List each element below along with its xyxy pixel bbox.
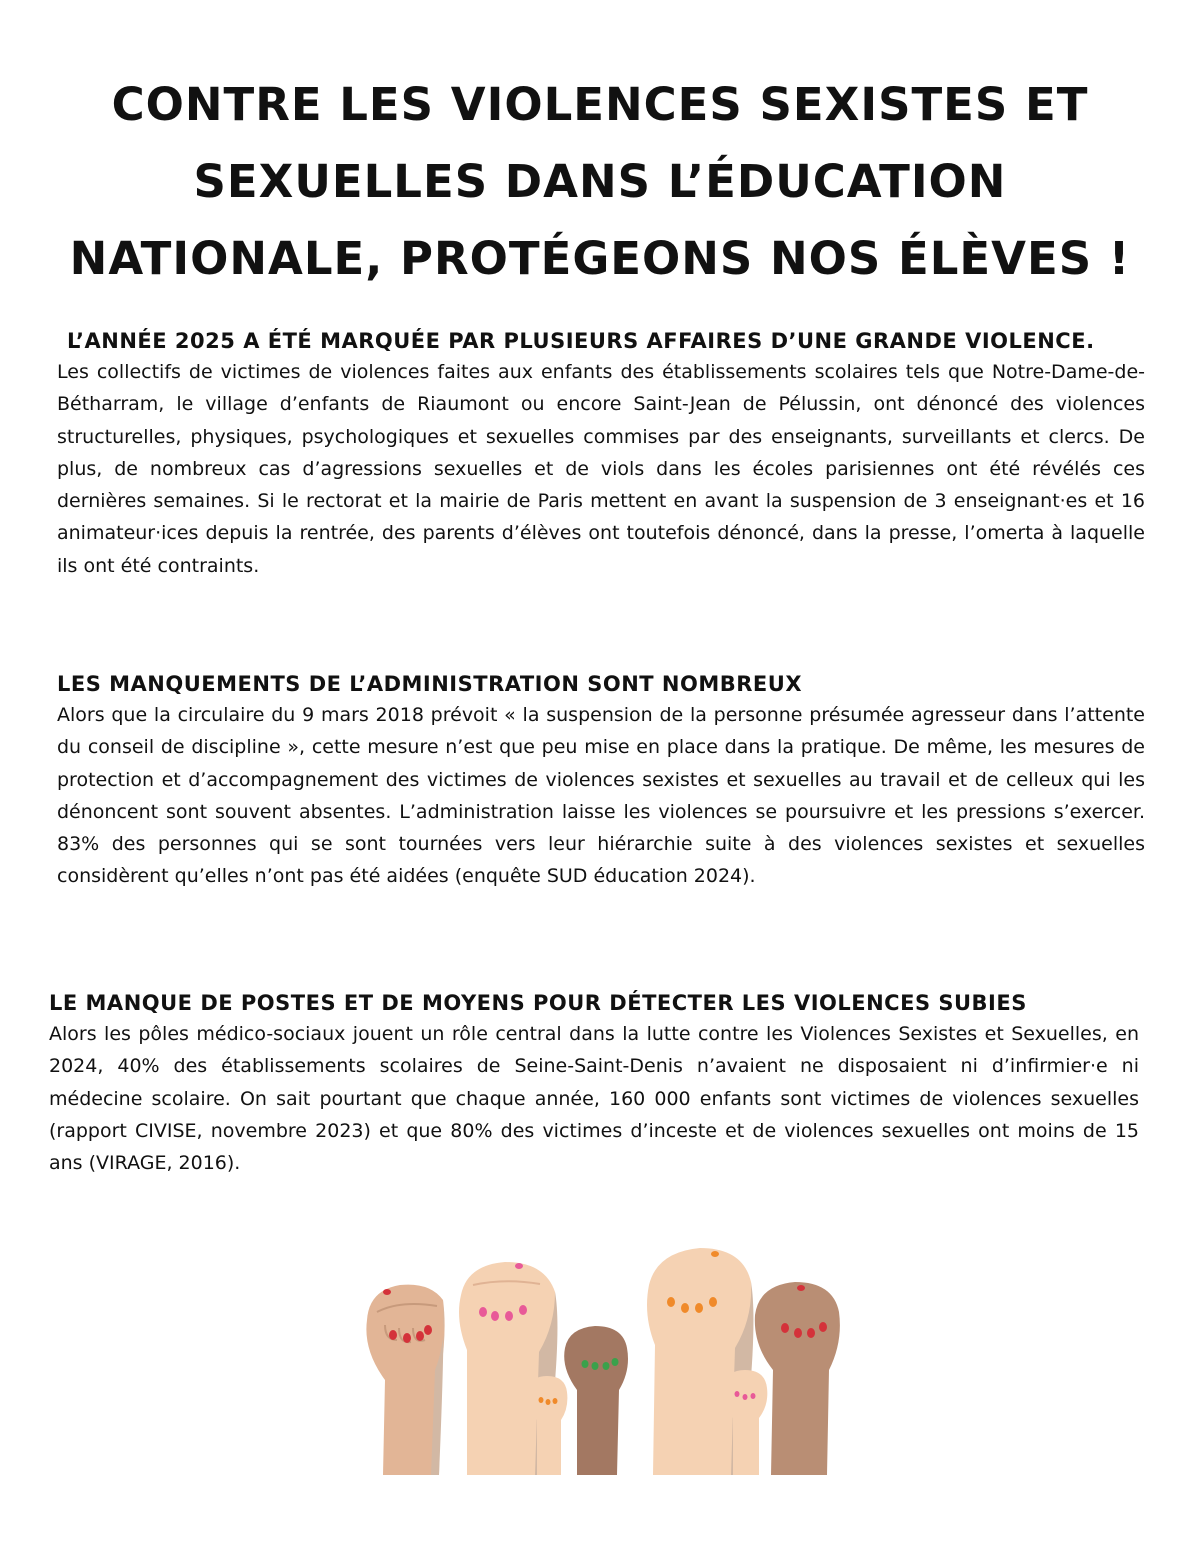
fist-icon bbox=[755, 1282, 840, 1475]
section-manque-postes-moyens bbox=[49, 988, 1139, 1179]
section-body: Les collectifs de victimes de violences faites aux enfants des établissements scolaires tels que Notre-Dame-de-Bétharram, le village d’enfants de Riaumont ou encore Saint-Jean de Pélussin, ont dénoncé des violences structurelles, physiques, psychologiques et sexuelles commises par des enseignants, surveillants et clercs. De plus, de nombreux cas d’agressions sexuelles et de viols dans les écoles parisiennes ont été révélés ces dernières semaines. Si le rectorat et la mairie de Paris mettent en avant la suspension de 3 enseignant·es et 16 animateur·ices depuis la rentrée, des parents d’élèves ont toutefois dénoncé, dans la presse, l’omerta à laquelle ils ont été contraints. bbox=[57, 361, 1145, 577]
raised-fists-icon bbox=[355, 1240, 845, 1480]
fist-icon bbox=[366, 1285, 444, 1475]
section-body: Alors les pôles médico-sociaux jouent un rôle central dans la lutte contre les Violences Sexistes et Sexuelles, en 2024, 40% des établissements scolaires de Seine-Saint-Denis n’avaient ne disposaient ni d’infirmier·e ni médecine scolaire. On sait pourtant que chaque année, 160 000 enfants sont victimes de violences sexuelles (rapport CIVISE, novembre 2023) et que 80% des victimes d’inceste et de violences sexuelles ont moins de 15 ans (VIRAGE, 2016). bbox=[49, 1023, 1139, 1175]
section-affaires-2025 bbox=[57, 326, 1145, 582]
section-body: Alors que la circulaire du 9 mars 2018 prévoit « la suspension de la personne présumée agresseur dans l’attente du conseil de discipline », cette mesure n’est que peu mise en place dans la pratique. De même, les mesures de protection et d’accompagnement des victimes de violences sexistes et sexuelles au travail et de celleux qui les dénoncent sont souvent absentes. L’administration laisse les violences se poursuivre et les pressions s’exercer. 83% des personnes qui se sont tournées vers leur hiérarchie suite à des violences sexistes et sexuelles considèrent qu’elles n’ont pas été aidées (enquête SUD éducation 2024). bbox=[57, 704, 1145, 888]
section-heading: L’ANNÉE 2025 A ÉTÉ MARQUÉE PAR PLUSIEURS AFFAIRES D’UNE GRANDE VIOLENCE. bbox=[67, 329, 1095, 353]
fist-icon bbox=[564, 1326, 628, 1475]
section-heading: LES MANQUEMENTS DE L’ADMINISTRATION SONT NOMBREUX bbox=[57, 672, 803, 696]
page-title: CONTRE LES VIOLENCES SEXISTES ET SEXUELLES DANS L’ÉDUCATION NATIONALE, PROTÉGEONS NOS ÉLÈVES ! bbox=[69, 78, 1131, 285]
section-heading: LE MANQUE DE POSTES ET DE MOYENS POUR DÉTECTER LES VIOLENCES SUBIES bbox=[49, 991, 1027, 1015]
raised-fists-illustration bbox=[355, 1240, 845, 1480]
section-manquements-administration bbox=[57, 669, 1145, 893]
